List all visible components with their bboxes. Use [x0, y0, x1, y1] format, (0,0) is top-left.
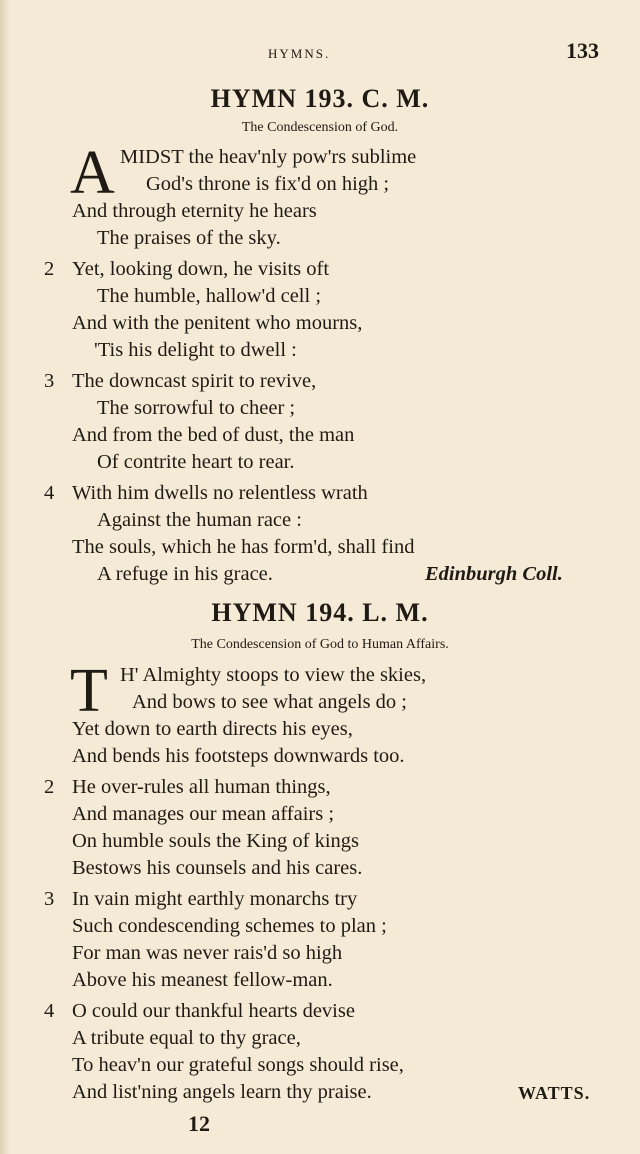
hymn-194-v2-line4: Bestows his counsels and his cares.	[72, 857, 363, 879]
hymn-193-v2-line4: 'Tis his delight to dwell :	[94, 339, 297, 361]
hymn-193-v2-line2: The humble, hallow'd cell ;	[97, 285, 322, 307]
hymn-194-v4-line2: A tribute equal to thy grace,	[72, 1027, 301, 1049]
hymn-194-v4-line4: And list'ning angels learn thy praise.	[72, 1081, 372, 1103]
hymn-193-v4-line3: The souls, which he has form'd, shall find	[72, 536, 415, 558]
hymn-194-v2-number: 2	[44, 776, 55, 798]
hymn-194-v3-number: 3	[44, 888, 55, 910]
hymn-193-v3-line1: The downcast spirit to revive,	[72, 370, 317, 392]
hymn-194-dropcap: T	[70, 657, 108, 725]
hymn-193-title: HYMN 193. C. M.	[210, 84, 430, 113]
hymn-194-title: HYMN 194. L. M.	[211, 598, 429, 627]
hymn-193-v4-line4: A refuge in his grace.	[97, 563, 273, 585]
page-number: 133	[566, 38, 599, 63]
hymn-193-v4-line2: Against the human race :	[97, 509, 302, 531]
hymn-193-v1-line4: The praises of the sky.	[97, 227, 281, 249]
hymn-194-v3-line1: In vain might earthly monarchs try	[72, 888, 358, 910]
hymn-193-dropcap: A	[70, 139, 115, 207]
hymn-193-v4-number: 4	[44, 482, 55, 504]
hymn-193-v3-line2: The sorrowful to cheer ;	[97, 397, 296, 419]
hymn-194-v1-line1: H' Almighty stoops to view the skies,	[120, 664, 427, 686]
hymn-193-v3-line4: Of contrite heart to rear.	[97, 451, 295, 473]
hymn-193-subtitle: The Condescension of God.	[241, 120, 399, 135]
signature-mark: 12	[188, 1111, 210, 1136]
hymn-194-v3-line4: Above his meanest fellow-man.	[72, 969, 333, 991]
hymn-193-v2-line1: Yet, looking down, he visits oft	[72, 258, 330, 280]
hymn-194-v1-line4: And bends his footsteps downwards too.	[72, 745, 405, 767]
hymn-193-author: Edinburgh Coll.	[425, 563, 563, 585]
hymn-194-v1-line2: And bows to see what angels do ;	[132, 691, 407, 713]
hymn-193-v1-line2: God's throne is fix'd on high ;	[146, 173, 390, 195]
hymn-194-v3-line2: Such condescending schemes to plan ;	[72, 915, 387, 937]
hymn-193-v1-line1: MIDST the heav'nly pow'rs sublime	[120, 146, 417, 168]
hymn-193-v3-number: 3	[44, 370, 55, 392]
hymn-194-v4-number: 4	[44, 1000, 55, 1022]
running-head: HYMNS.	[268, 46, 331, 61]
hymn-194-author: WATTS.	[518, 1083, 591, 1103]
hymn-194-v2-line2: And manages our mean affairs ;	[72, 803, 335, 825]
hymn-193-v1-line3: And through eternity he hears	[72, 200, 317, 222]
hymn-194-v2-line3: On humble souls the King of kings	[72, 830, 359, 852]
hymn-193-v4-line1: With him dwells no relentless wrath	[72, 482, 368, 504]
page-edge	[0, 0, 10, 1154]
hymn-194-v4-line1: O could our thankful hearts devise	[72, 1000, 355, 1022]
hymn-194-v3-line3: For man was never rais'd so high	[72, 942, 343, 964]
hymn-194-v2-line1: He over-rules all human things,	[72, 776, 331, 798]
hymn-194-subtitle: The Condescension of God to Human Affairs.	[191, 637, 449, 652]
hymn-194-v1-line3: Yet down to earth directs his eyes,	[72, 718, 353, 740]
hymn-193-v3-line3: And from the bed of dust, the man	[72, 424, 355, 446]
hymn-193-v2-line3: And with the penitent who mourns,	[72, 312, 363, 334]
hymn-194-v4-line3: To heav'n our grateful songs should rise,	[72, 1054, 404, 1076]
hymn-193-v2-number: 2	[44, 258, 55, 280]
